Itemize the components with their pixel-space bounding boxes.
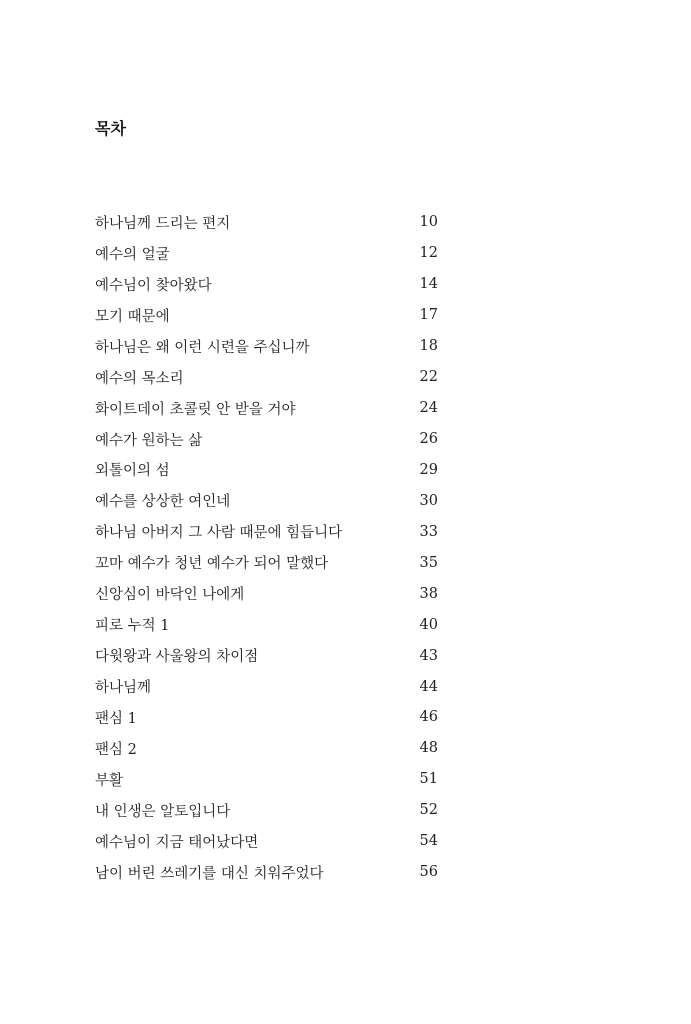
- toc-entry[interactable]: [95, 207, 438, 238]
- toc-entry[interactable]: [95, 424, 438, 455]
- toc-entry-page: 33: [419, 523, 438, 540]
- toc-entry-title: 예수를 상상한 여인네: [95, 494, 231, 511]
- toc-entry-page: 29: [419, 461, 438, 478]
- toc-entry-title: 화이트데이 초콜릿 안 받을 거야: [95, 401, 296, 418]
- toc-entry[interactable]: [95, 578, 438, 609]
- toc-entry-page: 52: [419, 802, 438, 819]
- toc-entry-title: 예수의 목소리: [95, 370, 184, 387]
- toc-entry-title: 신앙심이 바닥인 나에게: [95, 587, 245, 604]
- toc-entry-title: 하나님께 드리는 편지: [95, 215, 231, 232]
- toc-entry-page: 35: [419, 554, 438, 571]
- toc-entry-page: 44: [419, 678, 438, 695]
- toc-entry-title: 외톨이의 섬: [95, 463, 170, 480]
- toc-entry-title: 꼬마 예수가 청년 예수가 되어 말했다: [95, 556, 329, 573]
- toc-entry-title: 부활: [95, 772, 124, 789]
- toc-entry-page: 46: [419, 709, 438, 726]
- toc-entry[interactable]: [95, 455, 438, 486]
- table-of-contents: [95, 207, 438, 888]
- toc-entry-title: 모기 때문에: [95, 308, 170, 325]
- toc-entry-title: 예수님이 지금 태어났다면: [95, 834, 259, 851]
- toc-entry-title: 팬심 1: [95, 710, 137, 727]
- toc-entry-title: 하나님은 왜 이런 시련을 주십니까: [95, 339, 310, 356]
- toc-entry-page: 14: [419, 276, 438, 293]
- toc-entry-page: 24: [419, 400, 438, 417]
- toc-entry[interactable]: [95, 485, 438, 516]
- toc-entry-title: 내 인생은 알토입니다: [95, 803, 231, 820]
- toc-entry-page: 10: [419, 214, 438, 231]
- toc-entry[interactable]: [95, 362, 438, 393]
- toc-entry[interactable]: [95, 269, 438, 300]
- toc-entry[interactable]: [95, 640, 438, 671]
- toc-entry-page: 40: [419, 616, 438, 633]
- toc-entry-title: 남이 버린 쓰레기를 대신 치워주었다: [95, 865, 324, 882]
- toc-entry[interactable]: [95, 609, 438, 640]
- toc-entry-page: 38: [419, 585, 438, 602]
- toc-entry[interactable]: [95, 795, 438, 826]
- toc-entry-page: 18: [419, 338, 438, 355]
- toc-entry-page: 17: [419, 307, 438, 324]
- toc-entry[interactable]: [95, 238, 438, 269]
- toc-entry-title: 예수의 얼굴: [95, 246, 170, 263]
- toc-entry[interactable]: [95, 764, 438, 795]
- toc-entry[interactable]: [95, 300, 438, 331]
- toc-entry-page: 51: [419, 771, 438, 788]
- toc-entry-page: 26: [419, 431, 438, 448]
- toc-entry-title: 하나님께: [95, 680, 152, 697]
- toc-entry[interactable]: [95, 393, 438, 424]
- toc-entry-page: 54: [419, 833, 438, 850]
- toc-entry[interactable]: [95, 331, 438, 362]
- toc-entry-title: 예수님이 찾아왔다: [95, 277, 212, 294]
- toc-entry-page: 30: [419, 492, 438, 509]
- toc-entry-page: 56: [419, 864, 438, 881]
- toc-entry-page: 48: [419, 740, 438, 757]
- toc-entry[interactable]: [95, 702, 438, 733]
- toc-entry[interactable]: [95, 733, 438, 764]
- toc-entry-page: 12: [419, 245, 438, 262]
- toc-entry[interactable]: [95, 516, 438, 547]
- toc-entry-title: 하나님 아버지 그 사람 때문에 힘듭니다: [95, 525, 343, 542]
- toc-entry-title: 예수가 원하는 삶: [95, 432, 203, 449]
- toc-entry-title: 팬심 2: [95, 741, 137, 758]
- toc-entry[interactable]: [95, 671, 438, 702]
- toc-entry-title: 다윗왕과 사울왕의 차이점: [95, 649, 259, 666]
- toc-entry-title: 피로 누적 1: [95, 618, 170, 635]
- page-title: 목차: [95, 119, 126, 138]
- toc-entry-page: 43: [419, 647, 438, 664]
- toc-entry-page: 22: [419, 369, 438, 386]
- toc-entry[interactable]: [95, 826, 438, 857]
- toc-entry[interactable]: [95, 547, 438, 578]
- toc-entry[interactable]: [95, 857, 438, 888]
